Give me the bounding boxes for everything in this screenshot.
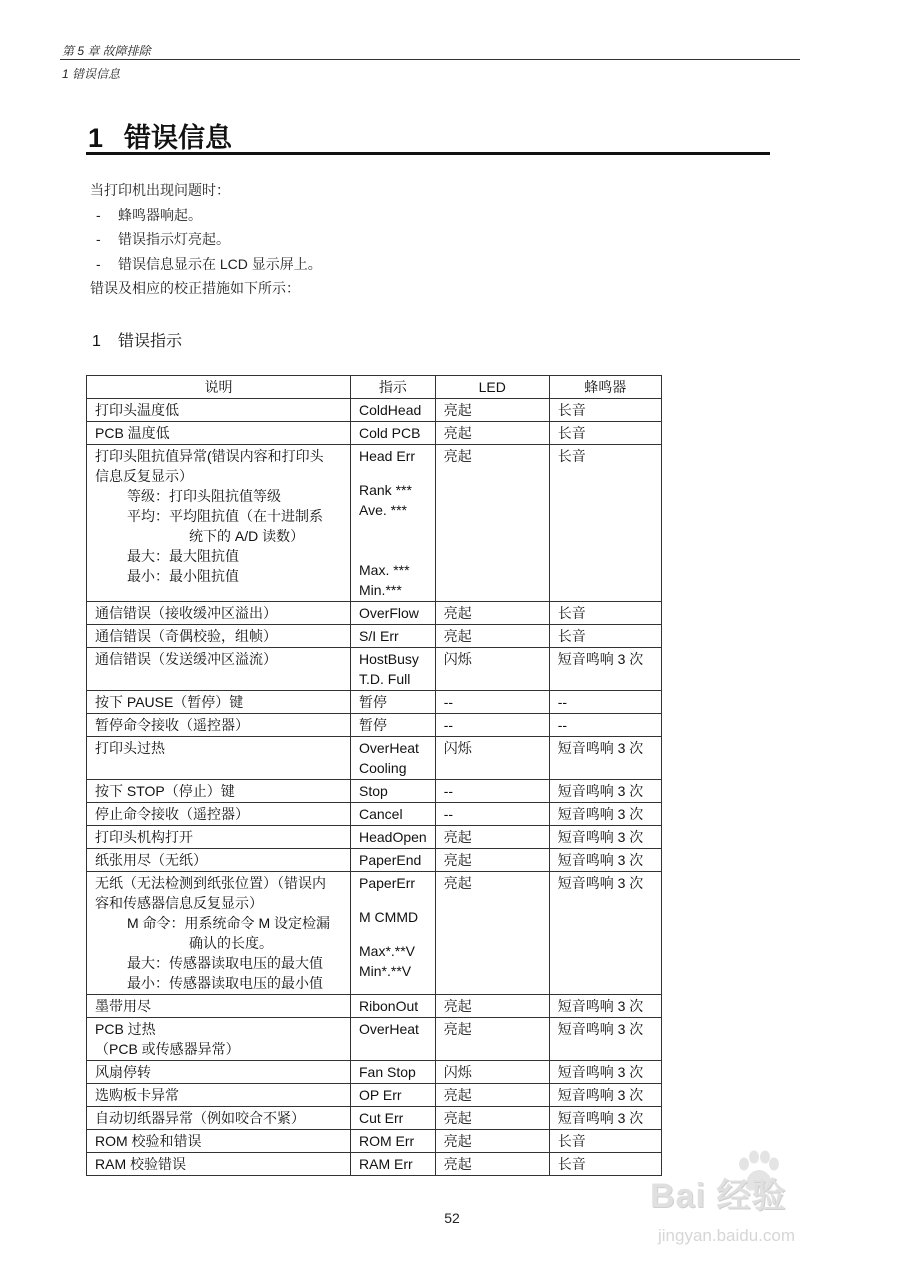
cell-indication: Cold PCB — [351, 422, 436, 445]
error-indication-table — [86, 375, 662, 1176]
cell-buzzer: -- — [549, 714, 661, 737]
cell-indication: HeadOpen — [351, 826, 436, 849]
cell-description: PCB 温度低 — [87, 422, 351, 445]
cell-led: 亮起 — [435, 445, 549, 602]
table-row — [87, 826, 662, 849]
cell-led: 亮起 — [435, 422, 549, 445]
cell-led: 闪烁 — [435, 1061, 549, 1084]
header-divider — [60, 59, 800, 60]
cell-description: 选购板卡异常 — [87, 1084, 351, 1107]
cell-led: 亮起 — [435, 995, 549, 1018]
table-row — [87, 1061, 662, 1084]
watermark-url: jingyan.baidu.com — [658, 1226, 796, 1245]
cell-description: 无纸（无法检测到纸张位置）（错误内 容和传感器信息反复显示） M 命令：用系统命令 M 设定检漏 确认的长度。 最大：传感器读取电压的最大值 最小：传感器读取电压的最小值 — [87, 872, 351, 995]
cell-led: 闪烁 — [435, 648, 549, 691]
cell-led: 亮起 — [435, 602, 549, 625]
cell-description: 墨带用尽 — [87, 995, 351, 1018]
cell-buzzer: 短音鸣响 3 次 — [549, 1084, 661, 1107]
table-row — [87, 625, 662, 648]
cell-buzzer: 短音鸣响 3 次 — [549, 849, 661, 872]
table-row — [87, 780, 662, 803]
table-row — [87, 714, 662, 737]
column-header-led: LED — [435, 376, 549, 399]
cell-led: -- — [435, 714, 549, 737]
table-row — [87, 602, 662, 625]
cell-description: 打印头过热 — [87, 737, 351, 780]
cell-description: 按下 PAUSE（暂停）键 — [87, 691, 351, 714]
running-header-section: 1 错误信息 — [62, 67, 121, 81]
cell-indication: 暂停 — [351, 714, 436, 737]
cell-buzzer: 长音 — [549, 445, 661, 602]
cell-buzzer: 短音鸣响 3 次 — [549, 780, 661, 803]
intro-bullet: - 蜂鸣器响起。 — [96, 206, 202, 223]
cell-indication: 暂停 — [351, 691, 436, 714]
cell-description: 打印头阻抗值异常(错误内容和打印头 信息反复显示） 等级：打印头阻抗值等级 平均：平均阻抗值（在十进制系 统下的 A/D 读数） 最大：最大阻抗值 最小：最小阻抗值 — [87, 445, 351, 602]
cell-description: 风扇停转 — [87, 1061, 351, 1084]
cell-description: 通信错误（接收缓冲区溢出） — [87, 602, 351, 625]
cell-buzzer: 长音 — [549, 1153, 661, 1176]
cell-description: ROM 校验和错误 — [87, 1130, 351, 1153]
title-divider — [86, 152, 770, 155]
table-row — [87, 1153, 662, 1176]
intro-tail: 错误及相应的校正措施如下所示： — [90, 280, 300, 296]
cell-led: 亮起 — [435, 399, 549, 422]
cell-buzzer: 短音鸣响 3 次 — [549, 826, 661, 849]
table-row — [87, 849, 662, 872]
cell-indication: RibonOut — [351, 995, 436, 1018]
cell-description: 通信错误（发送缓冲区溢流） — [87, 648, 351, 691]
cell-description: 停止命令接收（遥控器） — [87, 803, 351, 826]
table-row — [87, 399, 662, 422]
cell-led: 亮起 — [435, 625, 549, 648]
table-row — [87, 1084, 662, 1107]
intro-lead: 当打印机出现问题时： — [90, 182, 230, 198]
page-title — [88, 116, 232, 155]
cell-led: -- — [435, 691, 549, 714]
intro-bullet: - 错误信息显示在 LCD 显示屏上。 — [96, 255, 322, 272]
table-row — [87, 737, 662, 780]
cell-buzzer: 短音鸣响 3 次 — [549, 737, 661, 780]
cell-description: 通信错误（奇偶校验，组帧） — [87, 625, 351, 648]
cell-led: 亮起 — [435, 1153, 549, 1176]
watermark — [650, 1150, 870, 1260]
table-row — [87, 803, 662, 826]
cell-buzzer: 短音鸣响 3 次 — [549, 1061, 661, 1084]
cell-led: 亮起 — [435, 1018, 549, 1061]
table-header-row — [87, 376, 662, 399]
cell-led: 闪烁 — [435, 737, 549, 780]
table-row — [87, 691, 662, 714]
intro-block — [90, 178, 322, 301]
column-header-indication: 指示 — [351, 376, 436, 399]
cell-buzzer: 长音 — [549, 422, 661, 445]
table-row — [87, 1018, 662, 1061]
cell-indication: ROM Err — [351, 1130, 436, 1153]
cell-indication: PaperEnd — [351, 849, 436, 872]
cell-indication: RAM Err — [351, 1153, 436, 1176]
cell-indication: Stop — [351, 780, 436, 803]
watermark-brand: Bai 经验 — [650, 1177, 787, 1215]
cell-buzzer: 长音 — [549, 399, 661, 422]
cell-indication: Cancel — [351, 803, 436, 826]
cell-indication: OverHeat — [351, 1018, 436, 1061]
cell-buzzer: -- — [549, 691, 661, 714]
table-row — [87, 445, 662, 602]
cell-indication: ColdHead — [351, 399, 436, 422]
cell-led: 亮起 — [435, 826, 549, 849]
table-row — [87, 648, 662, 691]
cell-indication: Cut Err — [351, 1107, 436, 1130]
cell-indication: HostBusy T.D. Full — [351, 648, 436, 691]
cell-indication: Head Err Rank *** Ave. *** Max. *** Min.*** — [351, 445, 436, 602]
column-header-buzzer: 蜂鸣器 — [549, 376, 661, 399]
cell-led: 亮起 — [435, 1130, 549, 1153]
cell-led: 亮起 — [435, 1084, 549, 1107]
cell-led: -- — [435, 803, 549, 826]
cell-indication: OverHeat Cooling — [351, 737, 436, 780]
cell-description: 按下 STOP（停止）键 — [87, 780, 351, 803]
cell-led: 亮起 — [435, 1107, 549, 1130]
table-row — [87, 995, 662, 1018]
table-row — [87, 422, 662, 445]
cell-indication: OverFlow — [351, 602, 436, 625]
cell-indication: OP Err — [351, 1084, 436, 1107]
cell-description: 打印头温度低 — [87, 399, 351, 422]
title-text: 错误信息 — [124, 123, 232, 153]
cell-description: 纸张用尽（无纸） — [87, 849, 351, 872]
cell-indication: Fan Stop — [351, 1061, 436, 1084]
cell-led: 亮起 — [435, 849, 549, 872]
cell-buzzer: 短音鸣响 3 次 — [549, 648, 661, 691]
cell-buzzer: 长音 — [549, 625, 661, 648]
cell-indication: PaperErr M CMMD Max*.**V Min*.**V — [351, 872, 436, 995]
cell-buzzer: 短音鸣响 3 次 — [549, 872, 661, 995]
cell-buzzer: 长音 — [549, 602, 661, 625]
cell-description: 自动切纸器异常（例如咬合不紧） — [87, 1107, 351, 1130]
cell-description: RAM 校验错误 — [87, 1153, 351, 1176]
subsection-heading: 1 错误指示 — [92, 333, 183, 350]
cell-led: -- — [435, 780, 549, 803]
table-row — [87, 1130, 662, 1153]
cell-description: 打印头机构打开 — [87, 826, 351, 849]
running-header-chapter: 第 5 章 故障排除 — [62, 44, 151, 58]
cell-description: PCB 过热 （PCB 或传感器异常） — [87, 1018, 351, 1061]
cell-indication: S/I Err — [351, 625, 436, 648]
cell-buzzer: 短音鸣响 3 次 — [549, 1107, 661, 1130]
cell-description: 暂停命令接收（遥控器） — [87, 714, 351, 737]
cell-led: 亮起 — [435, 872, 549, 995]
column-header-description: 说明 — [87, 376, 351, 399]
cell-buzzer: 长音 — [549, 1130, 661, 1153]
cell-buzzer: 短音鸣响 3 次 — [549, 803, 661, 826]
table-row — [87, 1107, 662, 1130]
intro-bullet: - 错误指示灯亮起。 — [96, 231, 230, 247]
table-row — [87, 872, 662, 995]
cell-buzzer: 短音鸣响 3 次 — [549, 995, 661, 1018]
page-number: 52 — [444, 1210, 460, 1226]
title-number: 1 — [88, 123, 104, 153]
cell-buzzer: 短音鸣响 3 次 — [549, 1018, 661, 1061]
